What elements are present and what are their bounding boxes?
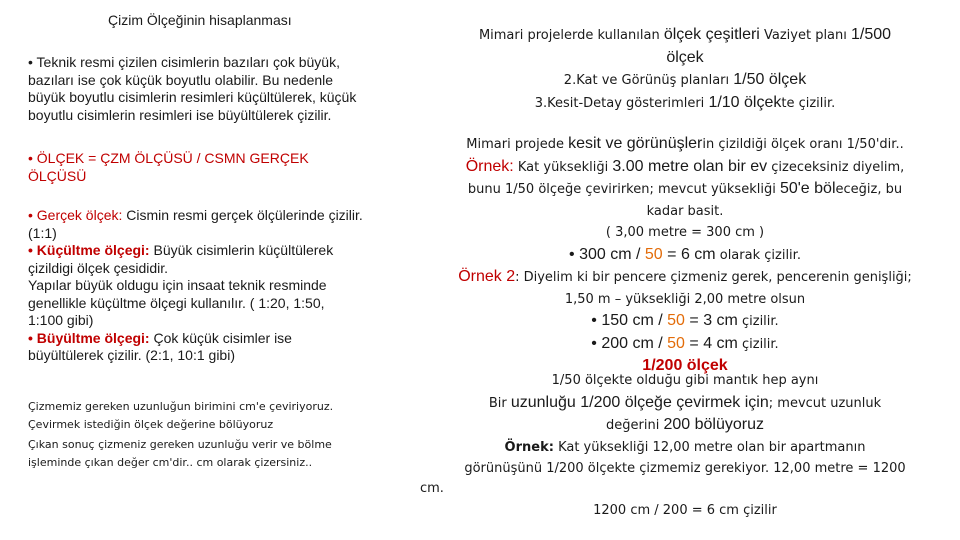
small-note-1: Çizmemiz gereken uzunluğun birimini cm'e çeviriyoruz. Çevirmek istediğin ölçek değerine bölüyoruz [28, 400, 334, 431]
page-title: Çizim Ölçeğinin hisaplanması [108, 12, 292, 28]
intro-paragraph: • Teknik resmi çizilen cisimlerin bazıları çok büyük, bazıları ise çok küçük boyutlu olabilir. Bu nedenle büyük boyutlu cisimlerin resimleri küçültülerek, küçük boyutlu cisimlerin resimleri ise büyültülerek çizilir. [28, 54, 357, 123]
example-3-unit: cm. [420, 481, 444, 496]
scale-200-section: 1/50 ölçekte olduğu gibi mantık hep aynı Bir uzunluğu 1/200 ölçeğe çevirmek için; mevcut uzunluk değerini 200 bölüyoruz Örnek: Kat yüksekliği 12,00 metre olan bir apartmanın görünüşünü 1/200 ölçekte çizmemiz gerekiyor. 12,00 metre = 1200 [464, 373, 906, 476]
small-note-2: Çıkan sonuç çizmeniz gereken uzunluğu verir ve bölme işleminde çıkan değer cm'dir.. cm olarak çizersiniz.. [28, 438, 332, 469]
examples-section: Mimari projede kesit ve görünüşlerin çizildiği ölçek oranı 1/50'dir.. Örnek: Kat yüksekliği 3.00 metre olan bir ev çizeceksiniz diyelim, bunu 1/50 ölçeğe çevirirken; mevcut yüksekliği 50'e böleceğiz, bu kadar basit. ( 3,00 metre = 300 cm ) • 300 cm / 50 = 6 cm olarak çizilir. Örnek 2: Diyelim ki bir pencere çizmeniz gerek, pencerenin genişliği; 1,50 m – yüksekliği 2,00 metre olsun • 150 cm / 50 = 3 cm çizilir. • 200 cm / 50 = 4 cm çizilir. 1/200 ölçek [458, 135, 912, 374]
scale-formula: • ÖLÇEK = ÇZM ÖLÇÜSÜ / CSMN GERÇEK ÖLÇÜSÜ [28, 150, 309, 184]
final-calculation: 1200 cm / 200 = 6 cm çizilir [593, 503, 777, 518]
scale-kinds-section: Mimari projelerde kullanılan ölçek çeşitleri Vaziyet planı 1/500 ölçek 2.Kat ve Görünüş planları 1/50 ölçek 3.Kesit-Detay gösterimleri 1/10 ölçekte çizilir. [478, 26, 892, 111]
scale-types: • Gerçek ölçek: Cismin resmi gerçek ölçülerinde çizilir. (1:1) • Küçültme ölçegi: Büyük cisimlerin küçültülerek çizildigi ölçek çesididir. Yapılar büyük oldugu için insaat teknik resminde genellikle küçültme ölçegi kullanılır. ( 1:20, 1:50, 1:100 gibi) • Büyültme ölçegi: Çok küçük cisimler ise büyültülerek çizilir. (2:1, 10:1 gibi) [28, 207, 363, 363]
